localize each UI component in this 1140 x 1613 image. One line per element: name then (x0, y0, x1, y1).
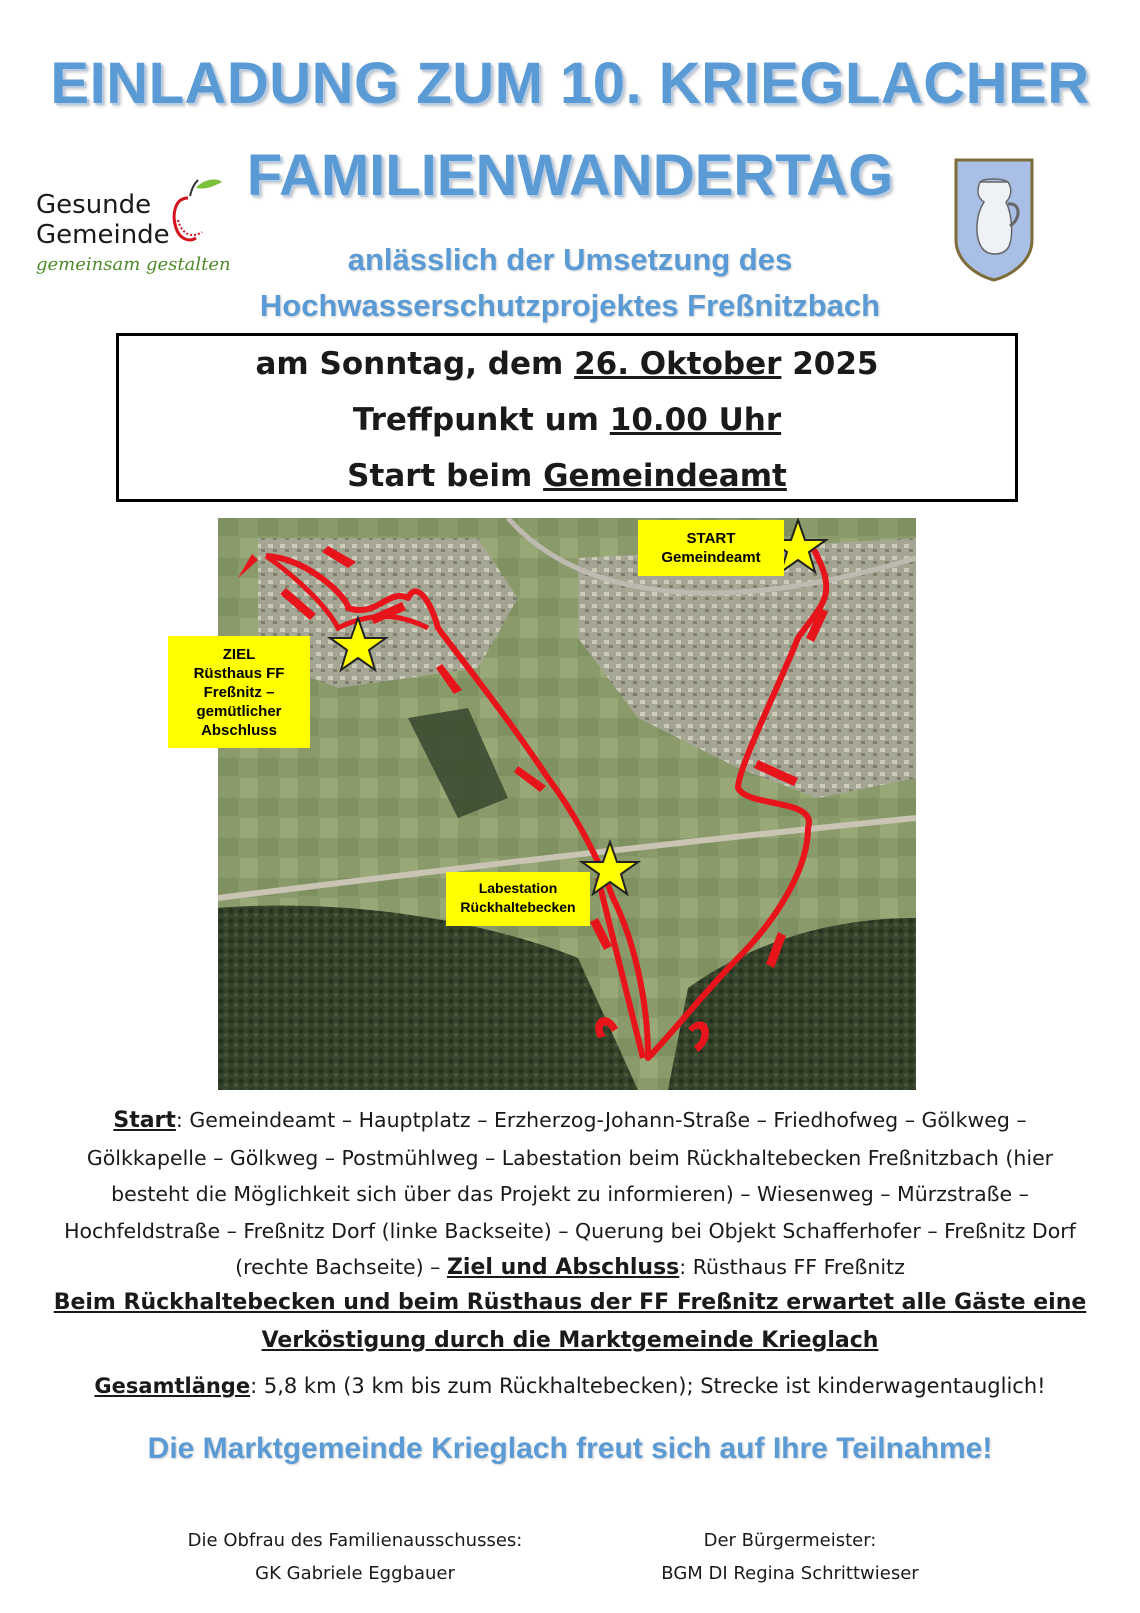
route-line-2: Gölkkapelle – Gölkweg – Postmühlweg – Labestation beim Rückhaltebecken Freßnitzbach (hier (86, 1145, 1054, 1170)
labestation-label-line-1: Labestation (478, 880, 558, 896)
event-info-box (116, 333, 1018, 502)
signature-right-name: BGM DI Regina Schrittwieser (661, 1563, 919, 1584)
route-ziel-heading: Ziel und Abschluss (446, 1255, 680, 1280)
date-highlight: 26. Oktober (574, 346, 782, 382)
start-label (638, 520, 784, 576)
route-description (40, 1102, 1100, 1287)
ziel-label-line-2: Rüsthaus FF (193, 665, 285, 682)
ziel-label-line-5: Abschluss (201, 722, 277, 739)
total-length-text: : 5,8 km (3 km bis zum Rückhaltebecken); Strecke ist kinderwagentauglich! (250, 1374, 1046, 1398)
meet-time: 10.00 Uhr (609, 402, 782, 438)
subtitle-line-1: anlässlich der Umsetzung des (347, 242, 793, 277)
date-prefix: am Sonntag, dem (255, 346, 575, 382)
closing-message: Die Marktgemeinde Krieglach freut sich auf Ihre Teilnahme! (147, 1432, 993, 1465)
signature-left-role: Die Obfrau des Familienausschusses: (187, 1530, 523, 1551)
ziel-label-line-1: ZIEL (222, 646, 256, 663)
route-line-3: besteht die Möglichkeit sich über das Projekt zu informieren) – Wiesenweg – Mürzstraße – (111, 1182, 1029, 1206)
signature-left-name: GK Gabriele Eggbauer (255, 1563, 455, 1584)
logo-tagline: gemeinsam gestalten (36, 254, 231, 275)
catering-note (40, 1284, 1100, 1360)
ziel-label-line-3: Freßnitz – (203, 684, 275, 701)
catering-note-line-1: Beim Rückhaltebecken und beim Rüsthaus der FF Freßnitz erwartet alle Gäste eine (53, 1290, 1087, 1315)
signature-right (620, 1524, 960, 1590)
route-start-heading: Start (113, 1108, 176, 1133)
logo-word-gesunde: Gesunde (36, 190, 152, 220)
ziel-label (168, 636, 310, 748)
route-line-4: Hochfeldstraße – Freßnitz Dorf (linke Backseite) – Querung bei Objekt Schafferhofer – Freßnitz Dorf (64, 1218, 1076, 1243)
subtitle-line-2: Hochwasserschutzprojektes Freßnitzbach (259, 288, 881, 323)
start-prefix: Start beim (347, 458, 544, 494)
date-year: 2025 (781, 346, 879, 382)
jug-crest-icon (950, 152, 1038, 282)
meet-prefix: Treffpunkt um (352, 402, 610, 438)
labestation-label-line-2: Rückhaltebecken (460, 899, 576, 915)
event-date (119, 336, 1015, 392)
route-line-1 (40, 1102, 1100, 1140)
start-label-line-2: Gemeindeamt (661, 549, 761, 566)
meeting-time (119, 392, 1015, 448)
route-line-5 (40, 1249, 1100, 1287)
total-length (20, 1374, 1120, 1398)
ziel-label-line-4: gemütlicher (196, 703, 282, 720)
route-line-5-suffix: : Rüsthaus FF Freßnitz (679, 1255, 905, 1279)
total-length-heading: Gesamtlänge (94, 1374, 251, 1398)
signature-right-role: Der Bürgermeister: (703, 1530, 877, 1551)
start-label-line-1: START (686, 530, 736, 547)
catering-note-line-2: Verköstigung durch die Marktgemeinde Krieglach (261, 1328, 879, 1353)
start-location (119, 448, 1015, 504)
signature-left (150, 1524, 560, 1590)
logo-word-gemeinde: Gemeinde (36, 220, 170, 250)
labestation-label (446, 872, 590, 926)
route-line-1-text: : Gemeindeamt – Hauptplatz – Erzherzog-Johann-Straße – Friedhofweg – Gölkweg – (175, 1108, 1027, 1132)
start-place: Gemeindeamt (543, 458, 787, 494)
route-line-5-prefix: (rechte Bachseite) – (235, 1255, 447, 1279)
title-line-2: FAMILIENWANDERTAG (246, 143, 894, 208)
route-map (218, 518, 916, 1090)
title-line-1: EINLADUNG ZUM 10. KRIEGLACHER (50, 51, 1090, 116)
apple-icon (168, 176, 224, 250)
